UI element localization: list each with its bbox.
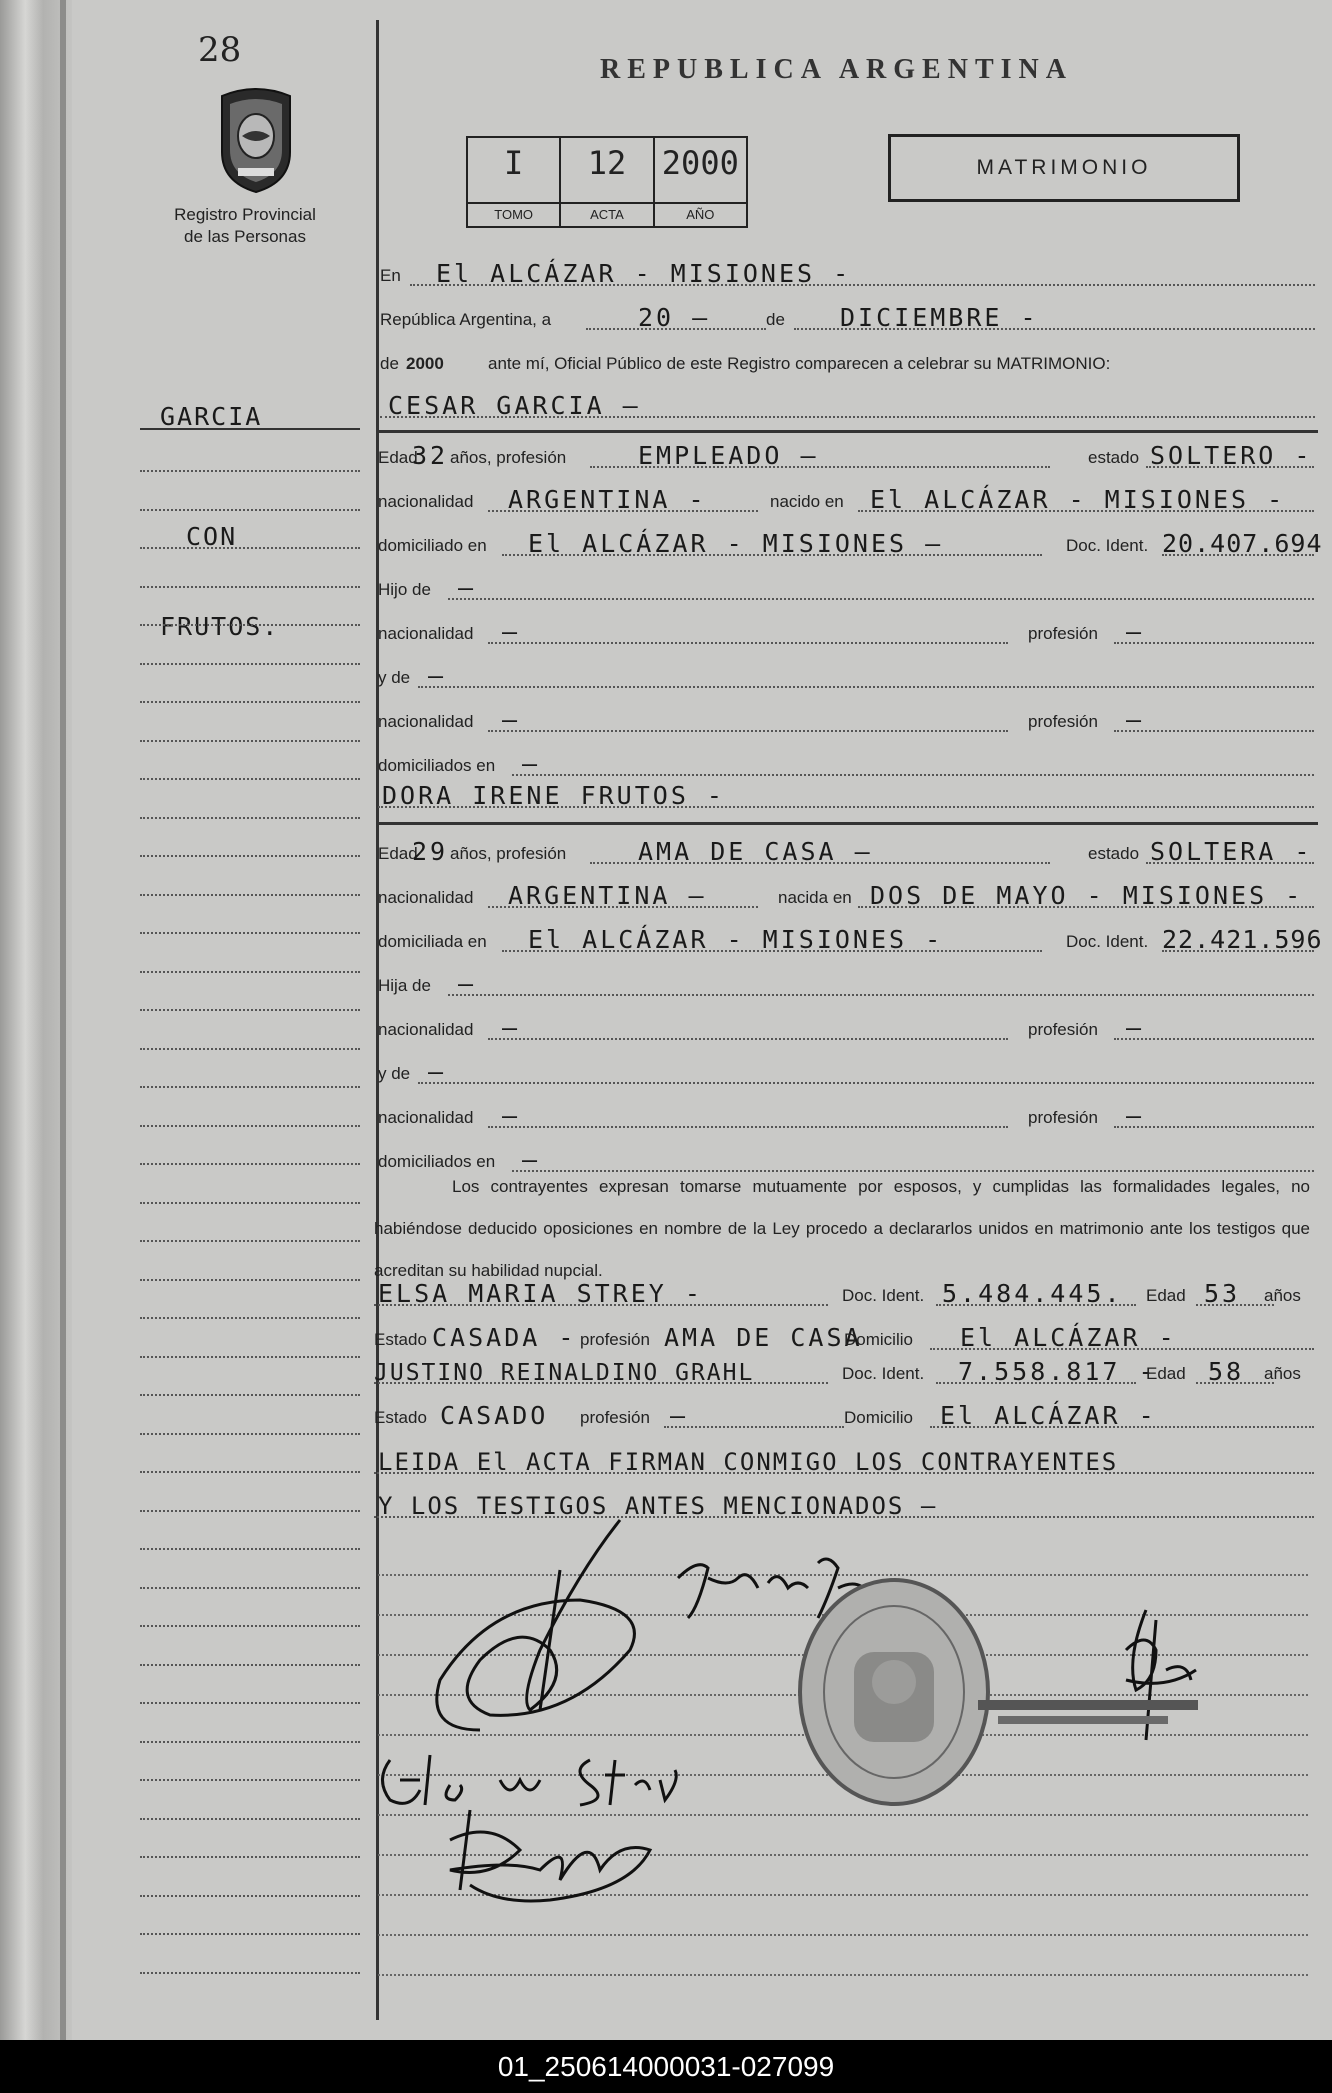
margin-ruled-line bbox=[140, 932, 360, 934]
margin-ruled-line bbox=[140, 1856, 360, 1858]
official-name-stamp-icon bbox=[978, 1700, 1218, 1730]
bride-edad-label: Edad bbox=[378, 844, 418, 863]
witness1-name: ELSA MARIA STREY - bbox=[378, 1279, 703, 1308]
signature-ruled-line bbox=[378, 1974, 1308, 1976]
acta-value: 12 bbox=[587, 144, 627, 182]
groom-name-row bbox=[380, 384, 1315, 424]
witness1-edad-label: Edad bbox=[1146, 1286, 1186, 1305]
de-label: de bbox=[766, 310, 785, 329]
groom-parent2-value: — bbox=[428, 661, 447, 690]
witness1-doc-label: Doc. Ident. bbox=[842, 1286, 925, 1305]
bride-domiciliados-label: domiciliados en bbox=[378, 1152, 496, 1171]
margin-ruled-line bbox=[140, 971, 360, 973]
margin-ruled-line bbox=[140, 1625, 360, 1627]
groom-domiciliados-value: — bbox=[522, 749, 541, 778]
witness1-doc: 5.484.445. bbox=[942, 1279, 1123, 1308]
margin-ruled-line bbox=[140, 1009, 360, 1011]
closing-row1 bbox=[374, 1440, 1314, 1480]
groom-nac2-label: nacionalidad bbox=[378, 712, 474, 731]
document-id-footer: 01_250614000031-027099 bbox=[0, 2040, 1332, 2093]
margin-ruled-line bbox=[140, 1664, 360, 1666]
witness2-anos-label: años bbox=[1264, 1364, 1301, 1383]
tomo-value: I bbox=[504, 144, 524, 182]
ano-cell bbox=[655, 138, 746, 226]
witness2-estado-label: Estado bbox=[374, 1408, 427, 1427]
bride-doc-value: 22.421.596 bbox=[1162, 925, 1323, 954]
ano-value: 2000 bbox=[661, 144, 739, 182]
bride-estado-label: estado bbox=[1088, 844, 1140, 863]
witness2-edad: 58 bbox=[1208, 1357, 1245, 1386]
margin-ruled-line bbox=[140, 1317, 360, 1319]
groom-parent1-value: — bbox=[458, 573, 477, 602]
witness1-row1 bbox=[374, 1272, 1314, 1312]
margin-ruled-line bbox=[140, 663, 360, 665]
groom-domicilio-label: domiciliado en bbox=[378, 536, 487, 555]
margin-ruled-line bbox=[140, 1818, 360, 1820]
bride-dotted-line bbox=[488, 1126, 1008, 1128]
registry-title bbox=[160, 204, 330, 248]
margin-ruled-line bbox=[140, 1972, 360, 1974]
bride-row bbox=[378, 874, 1314, 914]
groom-nacionalidad-label: nacionalidad bbox=[378, 492, 474, 511]
margin-ruled-line bbox=[140, 1086, 360, 1088]
bride-name-row bbox=[378, 774, 1314, 814]
tomo-cell bbox=[468, 138, 561, 226]
margin-ruled-line bbox=[140, 1779, 360, 1781]
witness1-profesion-label: profesión bbox=[580, 1330, 650, 1349]
bride-signature-text: Irene Frutos bbox=[678, 1633, 685, 1634]
groom-domiciliados-label: domiciliados en bbox=[378, 756, 496, 775]
witness2-doc: 7.558.817 - bbox=[958, 1357, 1157, 1386]
witness1-estado-label: Estado bbox=[374, 1330, 427, 1349]
margin-ruled-line bbox=[140, 1240, 360, 1242]
registry-title-line1: Registro Provincial bbox=[174, 205, 316, 224]
margin-ruled-line bbox=[140, 817, 360, 819]
margin-ruled-line bbox=[140, 1702, 360, 1704]
groom-profesion-value: EMPLEADO — bbox=[638, 441, 819, 470]
place-value: El ALCÁZAR - MISIONES - bbox=[436, 259, 852, 288]
bride-parent2-value: — bbox=[428, 1057, 447, 1086]
margin-note: CON bbox=[186, 522, 238, 551]
bride-domiciliados-value: — bbox=[522, 1145, 541, 1174]
margin-ruled-line bbox=[140, 1394, 360, 1396]
groom-name: CESAR GARCIA — bbox=[388, 391, 641, 420]
margin-ruled-line bbox=[140, 1279, 360, 1281]
ano-label: AÑO bbox=[655, 202, 746, 226]
groom-birthplace-value: El ALCÁZAR - MISIONES - bbox=[870, 485, 1286, 514]
bride-prof2-label: profesión bbox=[1028, 1108, 1098, 1127]
witness1-domicilio-label: Domicilio bbox=[844, 1330, 913, 1349]
witness2-row1 bbox=[374, 1350, 1314, 1390]
margin-ruled-line bbox=[140, 1741, 360, 1743]
groom-parent2-label: y de bbox=[378, 668, 411, 687]
bride-row bbox=[378, 918, 1323, 958]
groom-prof1-label: profesión bbox=[1028, 624, 1098, 643]
month-value: DICIEMBRE - bbox=[840, 303, 1039, 332]
margin-ruled-line bbox=[140, 1048, 360, 1050]
acta-label: ACTA bbox=[561, 202, 652, 226]
bride-row bbox=[378, 830, 1314, 870]
witness1-domicilio: El ALCÁZAR - bbox=[960, 1323, 1177, 1352]
bride-row bbox=[378, 1050, 1314, 1090]
dotted-line bbox=[664, 1426, 844, 1428]
witness2-name: JUSTINO REINALDINO GRAHL bbox=[374, 1360, 755, 1386]
margin-ruled-line bbox=[140, 778, 360, 780]
coat-of-arms-icon bbox=[214, 82, 298, 194]
bride-dotted-line bbox=[488, 1038, 1008, 1040]
groom-domicilio-value: El ALCÁZAR - MISIONES — bbox=[528, 529, 944, 558]
groom-edad-value: 32 bbox=[412, 441, 449, 470]
groom-birthplace-label: nacido en bbox=[770, 492, 844, 511]
margin-ruled-line bbox=[140, 1933, 360, 1935]
groom-prof1-value: — bbox=[1126, 617, 1145, 646]
bride-parent1-value: — bbox=[458, 969, 477, 998]
margin-ruled-line bbox=[140, 1895, 360, 1897]
tomo-label: TOMO bbox=[468, 202, 559, 226]
groom-nac1-value: — bbox=[502, 617, 521, 646]
declaration-text: Los contrayentes expresan tomarse mutuamente por esposos, y cumplidas las formalidades legales, no habiéndose deducido oposiciones en nombre de la Ley procedo a declararlos unidos en matrimonio ante los testigos que acreditan su habilidad nupcial. bbox=[374, 1177, 1310, 1280]
bride-domicilio-value: El ALCÁZAR - MISIONES - bbox=[528, 925, 944, 954]
groom-row bbox=[378, 434, 1314, 474]
witness1-profesion: AMA DE CASA bbox=[664, 1323, 863, 1352]
statement-row bbox=[380, 340, 1315, 380]
bride-profesion-value: AMA DE CASA — bbox=[638, 837, 873, 866]
witness2-signature-icon bbox=[430, 1800, 670, 1910]
bride-nacionalidad-value: ARGENTINA — bbox=[508, 881, 707, 910]
margin-ruled-line bbox=[140, 855, 360, 857]
witness2-profesion-label: profesión bbox=[580, 1408, 650, 1427]
margin-ruled-line bbox=[140, 1587, 360, 1589]
groom-dotted-line bbox=[448, 598, 1314, 600]
margin-ruled-line bbox=[140, 894, 360, 896]
groom-row bbox=[378, 698, 1314, 738]
groom-row bbox=[378, 522, 1323, 562]
margin-ruled-line bbox=[140, 1548, 360, 1550]
bride-row bbox=[378, 962, 1314, 1002]
groom-estado-value: SOLTERO - bbox=[1150, 441, 1313, 470]
groom-nac1-label: nacionalidad bbox=[378, 624, 474, 643]
bride-edad-value: 29 bbox=[412, 837, 449, 866]
groom-row bbox=[378, 610, 1314, 650]
witness2-domicilio: El ALCÁZAR - bbox=[940, 1401, 1157, 1430]
bride-dotted-line bbox=[418, 1082, 1314, 1084]
groom-parent1-label: Hijo de bbox=[378, 580, 431, 599]
groom-dotted-line bbox=[488, 730, 1008, 732]
groom-prof2-label: profesión bbox=[1028, 712, 1098, 731]
margin-ruled-line bbox=[140, 547, 360, 549]
groom-dotted-line bbox=[488, 642, 1008, 644]
date-row bbox=[380, 296, 1315, 336]
margin-ruled-line bbox=[140, 509, 360, 511]
bride-row bbox=[378, 1006, 1314, 1046]
groom-edad-label: Edad bbox=[378, 448, 418, 467]
margin-ruled-line bbox=[140, 1163, 360, 1165]
witness1-edad: 53 bbox=[1204, 1279, 1241, 1308]
groom-prof2-value: — bbox=[1126, 705, 1145, 734]
place-row bbox=[380, 252, 1315, 292]
witness2-domicilio-label: Domicilio bbox=[844, 1408, 913, 1427]
bride-prof2-value: — bbox=[1126, 1101, 1145, 1130]
witness2-doc-label: Doc. Ident. bbox=[842, 1364, 925, 1383]
acta-cell bbox=[561, 138, 654, 226]
bride-parent1-label: Hija de bbox=[378, 976, 431, 995]
groom-row bbox=[378, 654, 1314, 694]
margin-ruled-line bbox=[140, 1471, 360, 1473]
official-seal-icon bbox=[794, 1572, 994, 1812]
day-value: 20 — bbox=[638, 303, 711, 332]
witness2-profesion: — bbox=[670, 1401, 689, 1430]
bride-birthplace-label: nacida en bbox=[778, 888, 852, 907]
groom-nac2-value: — bbox=[502, 705, 521, 734]
registry-title-line2: de las Personas bbox=[184, 227, 306, 246]
witness2-edad-label: Edad bbox=[1146, 1364, 1186, 1383]
bride-nac1-value: — bbox=[502, 1013, 521, 1042]
margin-ruled-line bbox=[140, 1356, 360, 1358]
year-prefix: de bbox=[380, 354, 399, 373]
groom-profesion-label: años, profesión bbox=[450, 448, 567, 467]
witness1-anos-label: años bbox=[1264, 1286, 1301, 1305]
groom-doc-label: Doc. Ident. bbox=[1066, 536, 1149, 555]
groom-signature-icon bbox=[420, 1510, 660, 1740]
bride-nac1-label: nacionalidad bbox=[378, 1020, 474, 1039]
page-number: 28 bbox=[198, 30, 242, 70]
witness1-estado: CASADA - bbox=[432, 1323, 577, 1352]
bride-domicilio-label: domiciliada en bbox=[378, 932, 487, 951]
bride-profesion-label: años, profesión bbox=[450, 844, 567, 863]
spine-edge bbox=[60, 0, 66, 2040]
signature-ruled-line bbox=[378, 1934, 1308, 1936]
year-value: 2000 bbox=[406, 354, 444, 373]
bride-estado-value: SOLTERA - bbox=[1150, 837, 1313, 866]
margin-ruled-line bbox=[140, 1510, 360, 1512]
witness2-row2 bbox=[374, 1394, 1314, 1434]
bride-prof1-value: — bbox=[1126, 1013, 1145, 1042]
margin-ruled-line bbox=[140, 470, 360, 472]
closing-line1: LEIDA El ACTA FIRMAN CONMIGO LOS CONTRAYENTES bbox=[378, 1448, 1119, 1476]
groom-dotted-line bbox=[418, 686, 1314, 688]
margin-ruled-line bbox=[140, 586, 360, 588]
witness2-estado: CASADO bbox=[440, 1401, 549, 1430]
section-separator bbox=[378, 430, 1318, 433]
bride-nacionalidad-label: nacionalidad bbox=[378, 888, 474, 907]
groom-estado-label: estado bbox=[1088, 448, 1140, 467]
section-separator bbox=[378, 822, 1318, 825]
margin-note: FRUTOS. bbox=[160, 612, 280, 641]
margin-ruled-line bbox=[140, 1125, 360, 1127]
bride-parent2-label: y de bbox=[378, 1064, 411, 1083]
margin-ruled-line bbox=[140, 1433, 360, 1435]
groom-row bbox=[378, 566, 1314, 606]
en-label: En bbox=[380, 266, 401, 285]
groom-doc-value: 20.407.694 bbox=[1162, 529, 1323, 558]
margin-ruled-line bbox=[140, 1202, 360, 1204]
margin-ruled-line bbox=[140, 624, 360, 626]
margin-note: GARCIA bbox=[160, 402, 263, 431]
bride-row bbox=[378, 1094, 1314, 1134]
groom-row bbox=[378, 478, 1314, 518]
bride-doc-label: Doc. Ident. bbox=[1066, 932, 1149, 951]
closing-line2: Y LOS TESTIGOS ANTES MENCIONADOS — bbox=[378, 1492, 938, 1520]
country-title: REPUBLICA ARGENTINA bbox=[600, 54, 1073, 85]
bride-nac2-label: nacionalidad bbox=[378, 1108, 474, 1127]
statement-text: ante mí, Oficial Público de este Registro comparecen a celebrar su MATRIMONIO: bbox=[488, 354, 1111, 373]
act-reference-box bbox=[466, 136, 748, 228]
bride-name: DORA IRENE FRUTOS - bbox=[382, 781, 725, 810]
bride-birthplace-value: DOS DE MAYO - MISIONES - bbox=[870, 881, 1304, 910]
country-label: República Argentina, a bbox=[380, 310, 552, 329]
groom-nacionalidad-value: ARGENTINA - bbox=[508, 485, 707, 514]
margin-ruled-line bbox=[140, 740, 360, 742]
bride-prof1-label: profesión bbox=[1028, 1020, 1098, 1039]
record-type-box: MATRIMONIO bbox=[888, 134, 1240, 202]
bride-dotted-line bbox=[448, 994, 1314, 996]
margin-ruled-line bbox=[140, 701, 360, 703]
bride-nac2-value: — bbox=[502, 1101, 521, 1130]
